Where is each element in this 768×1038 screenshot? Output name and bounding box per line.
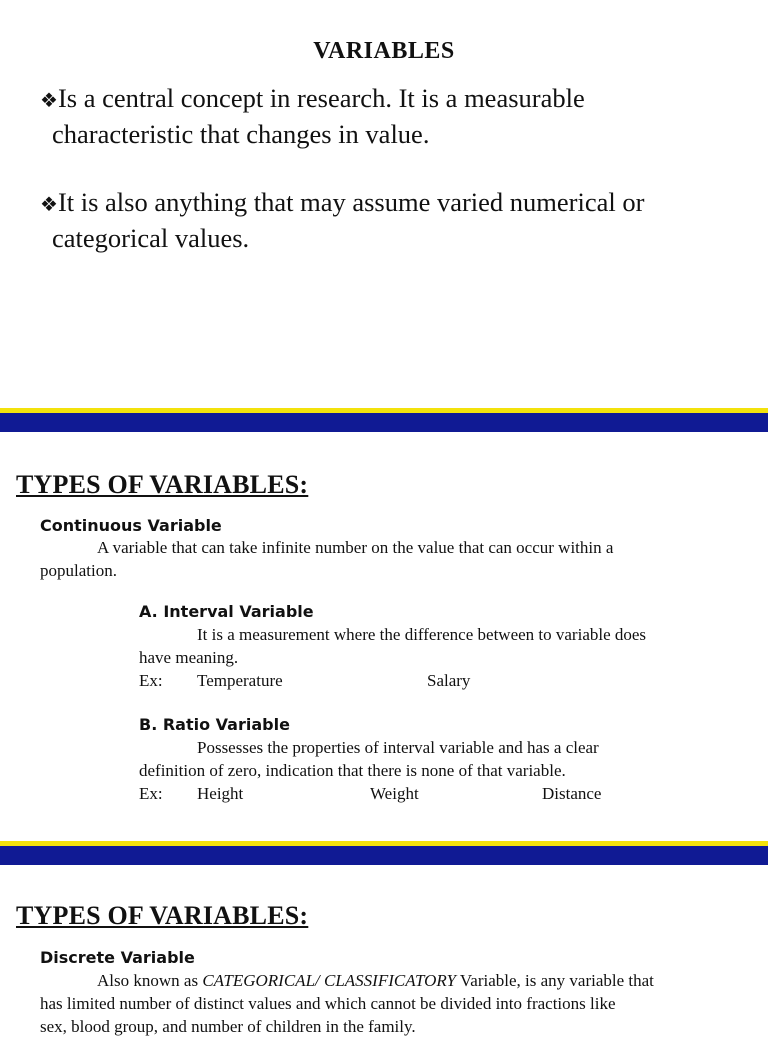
example-item: Distance xyxy=(542,784,602,803)
text-run: Variable, is any variable that xyxy=(455,971,654,990)
description-line: Possesses the properties of interval variable and has a clear xyxy=(197,738,599,757)
text-run: Also known as xyxy=(97,971,203,990)
subsection-heading: B. Ratio Variable xyxy=(139,715,290,734)
emphasis-text: CATEGORICAL/ CLASSIFICATORY xyxy=(202,971,456,990)
slide-continuous-variable xyxy=(0,432,768,842)
bullet-text-line: characteristic that changes in value. xyxy=(52,119,430,149)
description-line: A variable that can take infinite number on the value that can occur within a xyxy=(97,538,614,557)
section-heading: Continuous Variable xyxy=(40,516,222,535)
example-item: Salary xyxy=(427,671,471,690)
bullet-diamond-icon: ❖ xyxy=(40,192,58,216)
bullet-text-line: It is also anything that may assume varied numerical or xyxy=(57,187,645,217)
example-item: Temperature xyxy=(197,671,283,690)
slide-title: VARIABLES xyxy=(313,38,455,64)
description-line: It is a measurement where the difference between to variable does xyxy=(197,625,647,644)
bullet-item xyxy=(40,185,644,255)
example-item: Weight xyxy=(370,784,419,803)
slide-discrete-variable xyxy=(0,865,768,1036)
bullet-diamond-icon: ❖ xyxy=(40,88,58,112)
section-heading: Discrete Variable xyxy=(40,948,195,967)
slide-divider xyxy=(0,408,768,432)
description-line xyxy=(97,969,654,992)
bullet-text-line: Is a central concept in research. It is a measurable xyxy=(57,83,585,113)
divider-blue-stripe xyxy=(0,413,768,432)
example-label: Ex: xyxy=(139,671,163,690)
description-line: sex, blood group, and number of children in the family. xyxy=(40,1017,416,1036)
slide-variables xyxy=(0,0,768,408)
bullet-item xyxy=(40,81,585,151)
description-line: population. xyxy=(40,561,117,580)
divider-blue-stripe xyxy=(0,846,768,865)
description-line: definition of zero, indication that there is none of that variable. xyxy=(139,761,566,780)
slide-title: TYPES OF VARIABLES: xyxy=(16,470,309,499)
slide-divider xyxy=(0,841,768,865)
bullet-text-line: categorical values. xyxy=(52,223,250,253)
slide-title: TYPES OF VARIABLES: xyxy=(16,901,309,930)
description-line: has limited number of distinct values and which cannot be divided into fractions like xyxy=(40,994,616,1013)
example-item: Height xyxy=(197,784,244,803)
subsection-heading: A. Interval Variable xyxy=(139,602,314,621)
description-line: have meaning. xyxy=(139,648,239,667)
example-label: Ex: xyxy=(139,784,163,803)
